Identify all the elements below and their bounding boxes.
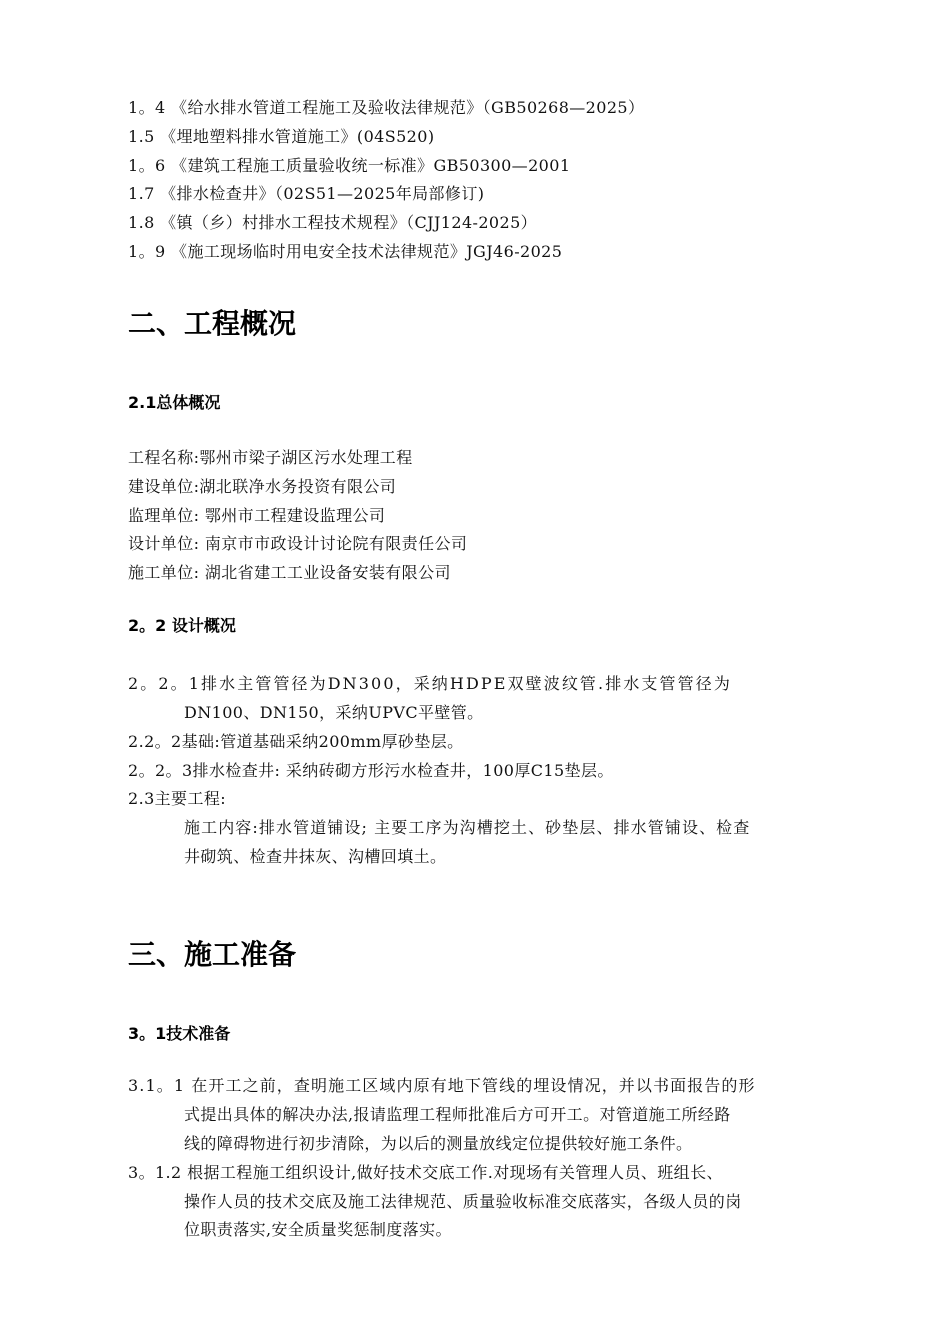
standard-1-5: 1.5 《埋地塑料排水管道施工》(04S520) bbox=[128, 127, 435, 146]
section-2-heading: 二、工程概况 bbox=[128, 307, 297, 340]
supervisor-line: 监理单位: 鄂州市工程建设监理公司 bbox=[128, 506, 386, 525]
tech-prep-3-1-1-line-2: 式提出具体的解决办法,报请监理工程师批准后方可开工。对管道施工所经路 bbox=[184, 1105, 731, 1124]
subsection-2-1-heading: 2.1总体概况 bbox=[128, 393, 221, 412]
subsection-3-1-heading: 3。1技术准备 bbox=[128, 1024, 231, 1043]
main-work-line-1: 施工内容:排水管道铺设; 主要工序为沟槽挖土、砂垫层、排水管铺设、检查 bbox=[184, 818, 751, 837]
subsection-2-2-heading: 2。2 设计概况 bbox=[128, 616, 236, 635]
owner-line: 建设单位:湖北联净水务投资有限公司 bbox=[128, 477, 397, 496]
tech-prep-3-1-1-line-3: 线的障碍物进行初步清除，为以后的测量放线定位提供较好施工条件。 bbox=[184, 1134, 693, 1153]
main-work-line-2: 井砌筑、检查井抹灰、沟槽回填土。 bbox=[184, 847, 447, 866]
contractor-line: 施工单位: 湖北省建工工业设备安装有限公司 bbox=[128, 563, 451, 582]
tech-prep-3-1-2-line-3: 位职责落实,安全质量奖惩制度落实。 bbox=[184, 1220, 452, 1239]
tech-prep-3-1-2-line-1: 3。1.2 根据工程施工组织设计,做好技术交底工作.对现场有关管理人员、班组长、 bbox=[128, 1163, 723, 1182]
design-item-3: 2。2。3排水检查井: 采纳砖砌方形污水检查井，100厚C15垫层。 bbox=[128, 761, 614, 780]
standard-1-7: 1.7 《排水检查井》（02S51—2025年局部修订) bbox=[128, 184, 485, 203]
project-name-line: 工程名称:鄂州市梁子湖区污水处理工程 bbox=[128, 448, 413, 467]
section-3-heading: 三、施工准备 bbox=[128, 938, 297, 971]
tech-prep-3-1-1-line-1: 3.1。1 在开工之前，查明施工区域内原有地下管线的埋设情况，并以书面报告的形 bbox=[128, 1076, 756, 1095]
standard-1-8: 1.8 《镇（乡）村排水工程技术规程》（CJJ124-2025） bbox=[128, 213, 538, 232]
subsection-2-3-heading: 2.3主要工程: bbox=[128, 789, 227, 808]
standard-1-4: 1。4 《给水排水管道工程施工及验收法律规范》（GB50268—2025） bbox=[128, 98, 645, 117]
tech-prep-3-1-2-line-2: 操作人员的技术交底及施工法律规范、质量验收标准交底落实，各级人员的岗 bbox=[184, 1192, 742, 1211]
design-item-2: 2.2。2基础:管道基础采纳200mm厚砂垫层。 bbox=[128, 732, 464, 751]
designer-line: 设计单位: 南京市市政设计讨论院有限责任公司 bbox=[128, 534, 468, 553]
standard-1-6: 1。6 《建筑工程施工质量验收统一标准》GB50300—2001 bbox=[128, 156, 571, 175]
standard-1-9: 1。9 《施工现场临时用电安全技术法律规范》JGJ46-2025 bbox=[128, 242, 563, 261]
design-item-1-line-1: 2。2。1排水主管管径为DN300，采纳HDPE双壁波纹管.排水支管管径为 bbox=[128, 674, 732, 693]
design-item-1-line-2: DN100、DN150，采纳UPVC平壁管。 bbox=[184, 703, 484, 722]
